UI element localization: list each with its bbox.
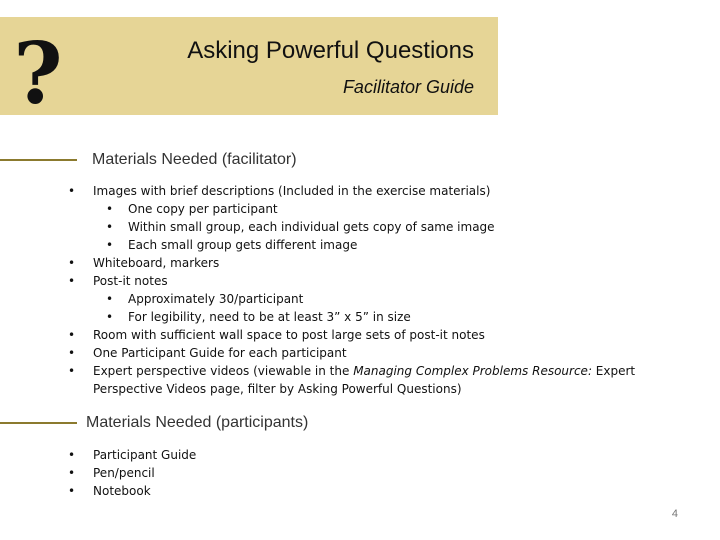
list-item: • Notebook [68,482,196,500]
list-item [68,254,653,272]
list-item: • Participant Guide [68,446,196,464]
list-item [68,272,653,326]
list-item-text: Room with sufficient wall space to post large sets of post-it notes [93,328,485,342]
sub-list-item: • For legibility, need to be at least 3” x 5” in size [93,308,653,326]
sub-list-item: • Approximately 30/participant [93,290,653,308]
list-item [68,182,653,254]
list-item [68,344,653,362]
page-subtitle: Facilitator Guide [342,77,474,97]
sub-list-item: • One copy per participant [93,200,653,218]
sub-list [93,290,653,326]
section-divider [0,159,77,161]
list-item-text: One Participant Guide for each participant [93,346,347,360]
participant-materials-list [68,446,196,500]
sub-list-item: • Each small group gets different image [93,236,653,254]
page-title: Asking Powerful Questions [187,37,474,64]
page-number: 4 [671,508,678,520]
question-mark-icon: ? [13,24,63,123]
list-item-text: Expert Perspective Videos page, filter by Asking Powerful Questions) [93,364,636,396]
list-item-text: Expert perspective videos (viewable in the [93,364,354,378]
list-item: • Pen/pencil [68,464,196,482]
list-item-text: Images with brief descriptions (Included in the exercise materials) [93,184,491,198]
sub-list-item: • Within small group, each individual gets copy of same image [93,218,653,236]
list-item [68,326,653,344]
section-divider [0,422,77,424]
header-band [0,17,498,123]
section-heading-participants: Materials Needed (participants) [86,414,309,431]
resource-title: Managing Complex Problems Resource: [353,364,592,378]
list-item [68,362,653,398]
list-item-text: Post-it notes [93,274,168,288]
section-heading-facilitator: Materials Needed (facilitator) [92,151,297,168]
sub-list [93,200,653,254]
facilitator-materials-list [68,182,653,398]
list-item-text: Whiteboard, markers [93,256,220,270]
